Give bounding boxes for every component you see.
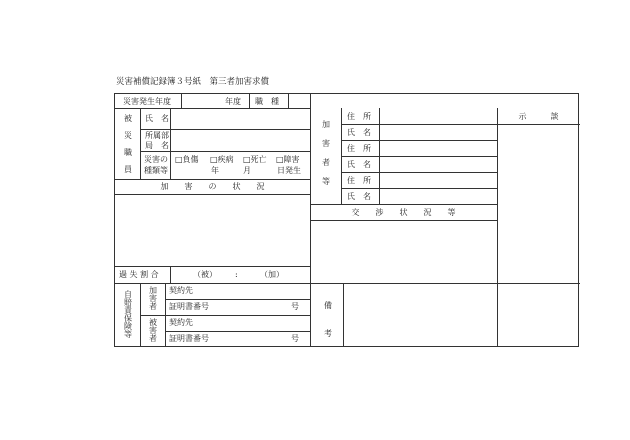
- accident-type-label-2: 種類等: [144, 166, 168, 175]
- circumstances-header: 加 害 の 状 況: [160, 182, 265, 191]
- row-line-fault-top: [115, 266, 310, 267]
- victim-group-label: 被 災 職 員: [124, 114, 132, 174]
- row-line-ins-1: [165, 299, 310, 300]
- fault-ratio-victim: （被）: [193, 270, 217, 279]
- occupation-label: 職 種: [255, 97, 279, 106]
- row-line-name: [140, 129, 310, 130]
- accident-type-label-1: 災害の: [144, 155, 168, 164]
- row-line-dept: [140, 151, 310, 152]
- accident-year-unit: 年度: [225, 97, 241, 106]
- insurance-perpetrator-label: 加 害 者: [149, 286, 157, 311]
- perpetrator-certificate-suffix: 号: [291, 302, 299, 311]
- date-month-unit: 月: [243, 166, 251, 175]
- row-line-instructions: [497, 124, 580, 125]
- col-line-occupation-value: [288, 94, 289, 108]
- victim-dept-label-1: 所属部: [145, 131, 169, 140]
- row-line-fault-bottom: [115, 283, 580, 284]
- fault-ratio-label: 過 失 割 合: [119, 270, 159, 279]
- col-line-main: [310, 94, 311, 346]
- perpetrator-name-3: 氏 名: [347, 192, 371, 201]
- col-line-victim: [140, 108, 141, 179]
- claim-form: [114, 93, 579, 347]
- col-line-occupation: [249, 94, 250, 108]
- victim-dept-label-2: 局 名: [145, 141, 169, 150]
- insurance-group-label: 自 賠 責 保 険 等: [124, 290, 132, 339]
- remarks-label: 備 考: [324, 301, 332, 338]
- row-line-top: [115, 108, 310, 109]
- accident-type-disability: □障害: [276, 155, 300, 164]
- date-year-unit: 年: [211, 166, 219, 175]
- perpetrator-address-3: 住 所: [347, 176, 371, 185]
- col-line-year-label: [181, 94, 182, 108]
- col-line-remarks: [343, 283, 344, 346]
- perpetrator-group-label: 加 害 者 等: [322, 120, 330, 186]
- col-line-perpetrator: [341, 108, 342, 204]
- accident-type-injury: □負傷: [175, 155, 199, 164]
- accident-type-death: □死亡: [243, 155, 267, 164]
- col-line-victim-label: [170, 108, 171, 179]
- row-line-address-1: [341, 124, 497, 125]
- row-line-address-2: [341, 156, 497, 157]
- perpetrator-address-2: 住 所: [347, 144, 371, 153]
- victim-name-label: 氏 名: [145, 114, 169, 123]
- victim-certificate-suffix: 号: [291, 334, 299, 343]
- perpetrator-contract-label: 契約先: [169, 286, 193, 295]
- victim-certificate-label: 証明書番号: [169, 334, 209, 343]
- row-line-address-3: [341, 188, 497, 189]
- row-line-perpetrator: [310, 204, 497, 205]
- accident-year-label: 災害発生年度: [123, 97, 171, 106]
- col-line-insurance-sub: [165, 283, 166, 346]
- row-line-circumstances: [115, 194, 310, 195]
- victim-contract-label: 契約先: [169, 318, 193, 327]
- instructions-header: 示 談: [518, 112, 559, 121]
- perpetrator-address-1: 住 所: [347, 112, 371, 121]
- insurance-victim-label: 被 害 者: [149, 318, 157, 343]
- date-day-unit: 日発生: [277, 166, 301, 175]
- negotiation-header: 交 渉 状 況 等: [351, 208, 456, 217]
- col-line-instructions: [497, 108, 498, 346]
- accident-type-illness: □疾病: [210, 155, 234, 164]
- fault-ratio-separator: :: [235, 270, 238, 279]
- row-line-victim: [115, 179, 310, 180]
- perpetrator-name-1: 氏 名: [347, 128, 371, 137]
- row-line-negotiation: [310, 220, 497, 221]
- row-line-name-2: [341, 172, 497, 173]
- row-line-ins-3: [165, 331, 310, 332]
- col-line-fault-ratio: [170, 266, 171, 283]
- row-line-name-1: [341, 140, 497, 141]
- col-line-perpetrator-label: [379, 108, 380, 204]
- perpetrator-name-2: 氏 名: [347, 160, 371, 169]
- fault-ratio-perpetrator: （加）: [260, 270, 284, 279]
- form-title: 災害補償記録簿３号紙 第三者加害求償: [116, 77, 270, 87]
- col-line-insurance: [140, 283, 141, 346]
- perpetrator-certificate-label: 証明書番号: [169, 302, 209, 311]
